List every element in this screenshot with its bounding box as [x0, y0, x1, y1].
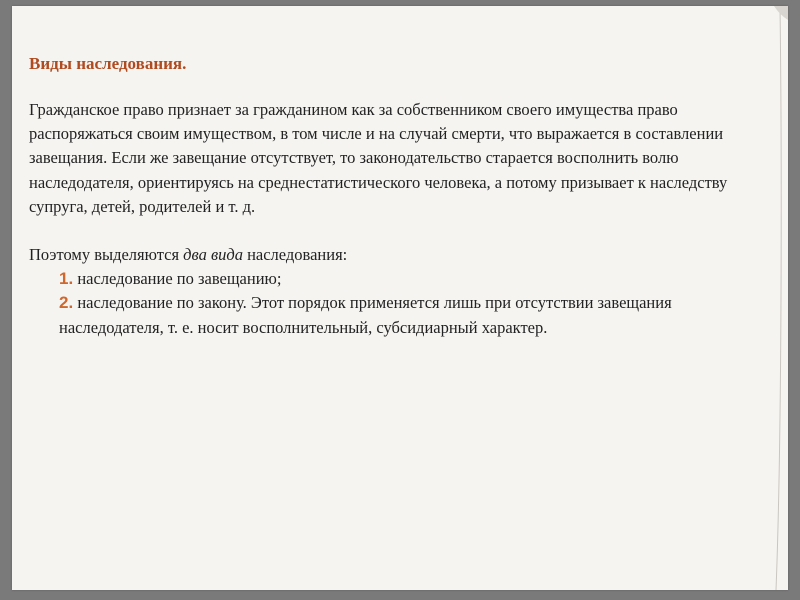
paragraph-spacer — [29, 219, 769, 243]
list-item — [59, 291, 769, 339]
inheritance-types-list — [29, 267, 769, 340]
list-item — [59, 267, 769, 291]
list-item-text: наследование по закону. Этот порядок применяется лишь при отсутствии завещания наследодателя, т. е. носит восполнительный, субсидиарный характер. — [59, 293, 672, 337]
paragraph-types-emphasis: два вида — [183, 245, 243, 265]
slide-paper — [12, 6, 788, 590]
list-item-text: наследование по завещанию; — [73, 269, 282, 289]
list-item-number: 2. — [59, 293, 74, 313]
paragraph-types-end: наследования: — [242, 245, 348, 265]
slide-content — [29, 52, 769, 340]
list-item-number: 1. — [59, 269, 74, 289]
corner-curl-decoration — [748, 6, 788, 46]
paragraph-types-start: Поэтому выделяются — [29, 245, 184, 265]
paragraph-types — [29, 243, 769, 267]
paragraph-intro: Гражданское право признает за гражданином как за собственником своего имущества право распоряжаться своим имуществом, в том числе и на случай смерти, что выражается в составлении завещания. Если же завещание отсутствует, то законодательство старается восполнить волю наследодателя, ориентируясь на среднестатистического человека, а потому призывает к наследству супруга, детей, родителей и т. д. — [29, 100, 728, 216]
slide-title: Виды наследования. — [29, 54, 187, 73]
